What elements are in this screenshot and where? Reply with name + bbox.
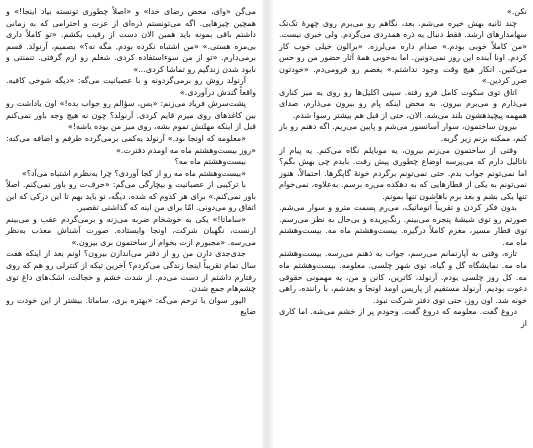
left-paragraph: با ترکیبی از عصبانیت و بیچارگی می‌گم: «حرف‌ت رو باور نمی‌کنم. اصلاً باور نمی‌کنم.» برای هر کدوم که شده، دیگه، تو باید بهم تا این درکی که این اتفاق رو می‌دونی. امّا برای من اینه که گذاشتی تقصیر. [6,180,256,213]
left-page [0,0,262,448]
left-paragraph: بیست‌وهشتم ماه مه؟ [174,157,246,167]
left-paragraph: الیور سوان با ترحم می‌گه: «بهتره بری، ساماتا. بیشتر از این خودت رو ضایع [6,295,256,317]
left-paragraph: پشت‌سرش فریاد می‌زنم: «بس، سؤالم رو جواب بده!» اون یاداشت رو بین کاغذهای روی میزم قایم کردی. آرنولد؟ چون نه هیچ وجه باور نمی‌کنم قبل از اینکه مهلتش تموم بشه، روی میز من بوده باشه!» [6,99,256,132]
book-gutter [262,0,273,448]
left-paragraph: «بیست‌وهشتم ماه مه رو از کجا آوردی؟ چرا به‌نظرم اشتباه می‌آد؟» [21,168,246,178]
right-paragraph: چند ثانیه بهش خیره می‌شم. بعد، نگاهم رو می‌برم روی چهرهٔ تک‌تک سهامدارهای ارشد. فقط دنبال یه ذره همدردی می‌گردم. ولی خبری نیست. «من کاملاً خوبی بودم.» صدام داره می‌لرزه. «برالون خیلی خوب کار کردم. اونا آینده این روز نمی‌دونین. اما به‌خوبی همهٔ آثار حضور من رو حس می‌کنین. انکار هیچ وقت وجود نداشتم.» بغضم رو فرومی‌دم. «خودتون ضرر کردین.» [279,18,527,86]
left-paragraph: «ساماتا!» یکی به خوشخام ضربه می‌زنه و برمی‌گردم عقب و می‌بینم ارنست، نگهبان شرکت، اونجا وایستاده. صورت آشناش معذب به‌نظر می‌رسه. «مجبورم ازت بخوام از ساختمون بری بیرون.» [6,214,256,247]
right-paragraph: تازه، وقتی به آپارتمانم می‌رسم، جواب به ذهنم می‌رسه. بیست‌وهشتم ماه مه. نمایشگاه گل و گیاه، توی شهر چلسی. معلومه. بیست‌وهشتم ماه مه. کل روز چلسی بودم. آرنولد، کاترین، کانن و من، یه مهمونی حقوقی دعوت بودیم. آرنولد مستقیم از پاریس اومد اونجا و بعدشم، با راننده، راهی خونه شد. اون روز، حتی توی دفتر شرکت نبود. [279,249,527,305]
right-paragraph: بیرون ساختمون، سوار آسانسور می‌شم و پایین می‌ریم. اگه دهنم رو باز کنم، ممکنه بزنم زیر گریه. [279,122,527,144]
left-paragraph: جدی‌جدی دارن من رو از دفتر می‌اندازن بیرون؟ اونم بعد از اینکه هفت سال تمام تقریباً اینجا زندگی می‌کردم؟ آخرین تیکه از کنترلی رو هم که روی رفتارم داشتم از دست می‌دم. از شدت خشم و خجالت، اشک‌های داغ توی چشم‌هام جمع شدن. [6,249,256,294]
left-paragraph: آرنولد روش رو برمی‌گردونه و با عصبانیت می‌گه: «دیگه شوخی کافیه. واقعاً گندش درآوردی.» [6,76,256,97]
right-paragraph: وقتی از ساختمون می‌زنم بیرون، یه موبایلم نگاه می‌کنم. یه پیام از ناتالیل دارم که می‌پرسه اوضاع چطوری پیش رفت. بایدم چی بهش بگم؟ اما نمی‌تونم جواب بدم. حتی نمی‌تونم برگردم خونهٔ گاپگرها. احتمالاً، هنوز نمی‌تونم به یکی از قطارهایی که به دهکده می‌ره برسم. به‌علاوه، نمی‌خوام تنها یکی بشم و بعد برم باهاشون تنها بمونم. [279,145,527,201]
left-paragraph: «معلومه که اونجا بود.» آرنولد یه‌کمی برمی‌گرده طرفم و اضافه می‌کنه: «روز بیست‌وهشتم ماه مه اومدم دفترت.» [6,134,256,155]
right-paragraph: دروغ گفت. معلومه که دروغ گفت. وجودم پر از خشم می‌شه. اما کاری از [279,307,527,328]
right-paragraph: نکن.» [506,7,527,16]
right-paragraph: اتاق توی سکوت کامل فرو رفته. سینی اکلیل‌ها رو روی یه میز کناری می‌ذارم و می‌برم بیرون. به محض اینکه پام رو بیرون می‌ذارم، صدای همهمه پیچیدهشون بلند می‌شه. الان، حتی از قبل هم بیشتر رسوا شدم. [279,87,527,120]
right-paragraph: بدون فکر کردن و تقریباً اتوماتیک، می‌رم پسمت مترو و سوار می‌شم. صورتم رو توی شیشهٔ پنجره می‌بینم. رنگ‌پریده و بی‌حال به نظر می‌رسم. توی قطار مسیر، مغزم کاملاً درگیره. بیست‌وهشتم ماه مه. بیست‌وهشتم ماه مه. [279,203,527,247]
right-page [273,0,533,448]
left-paragraph: می‌گن «وای، محض رضای خدا» و «اصلاً چطوری تونسته بیاد اینجا!» و همچین چیزهایی. اگه می‌تونستم ذره‌ای از عزت و احترامی که به زمانی داشتم باقی بمونه باید همین الان دست از رقیب بکشم. «تو کاملاً داری بی‌مزه هستی.» «من اشتباه نکرده بودم. مگه نه؟» بصمیم، آرنولد. قسم برمی‌دارم. «تو از من سوءاستفاده کردی. شغلم رو ازم گرفتی. تنمنتی و نابود شدن زندگیم رو تماشا کردی...» [6,7,256,74]
